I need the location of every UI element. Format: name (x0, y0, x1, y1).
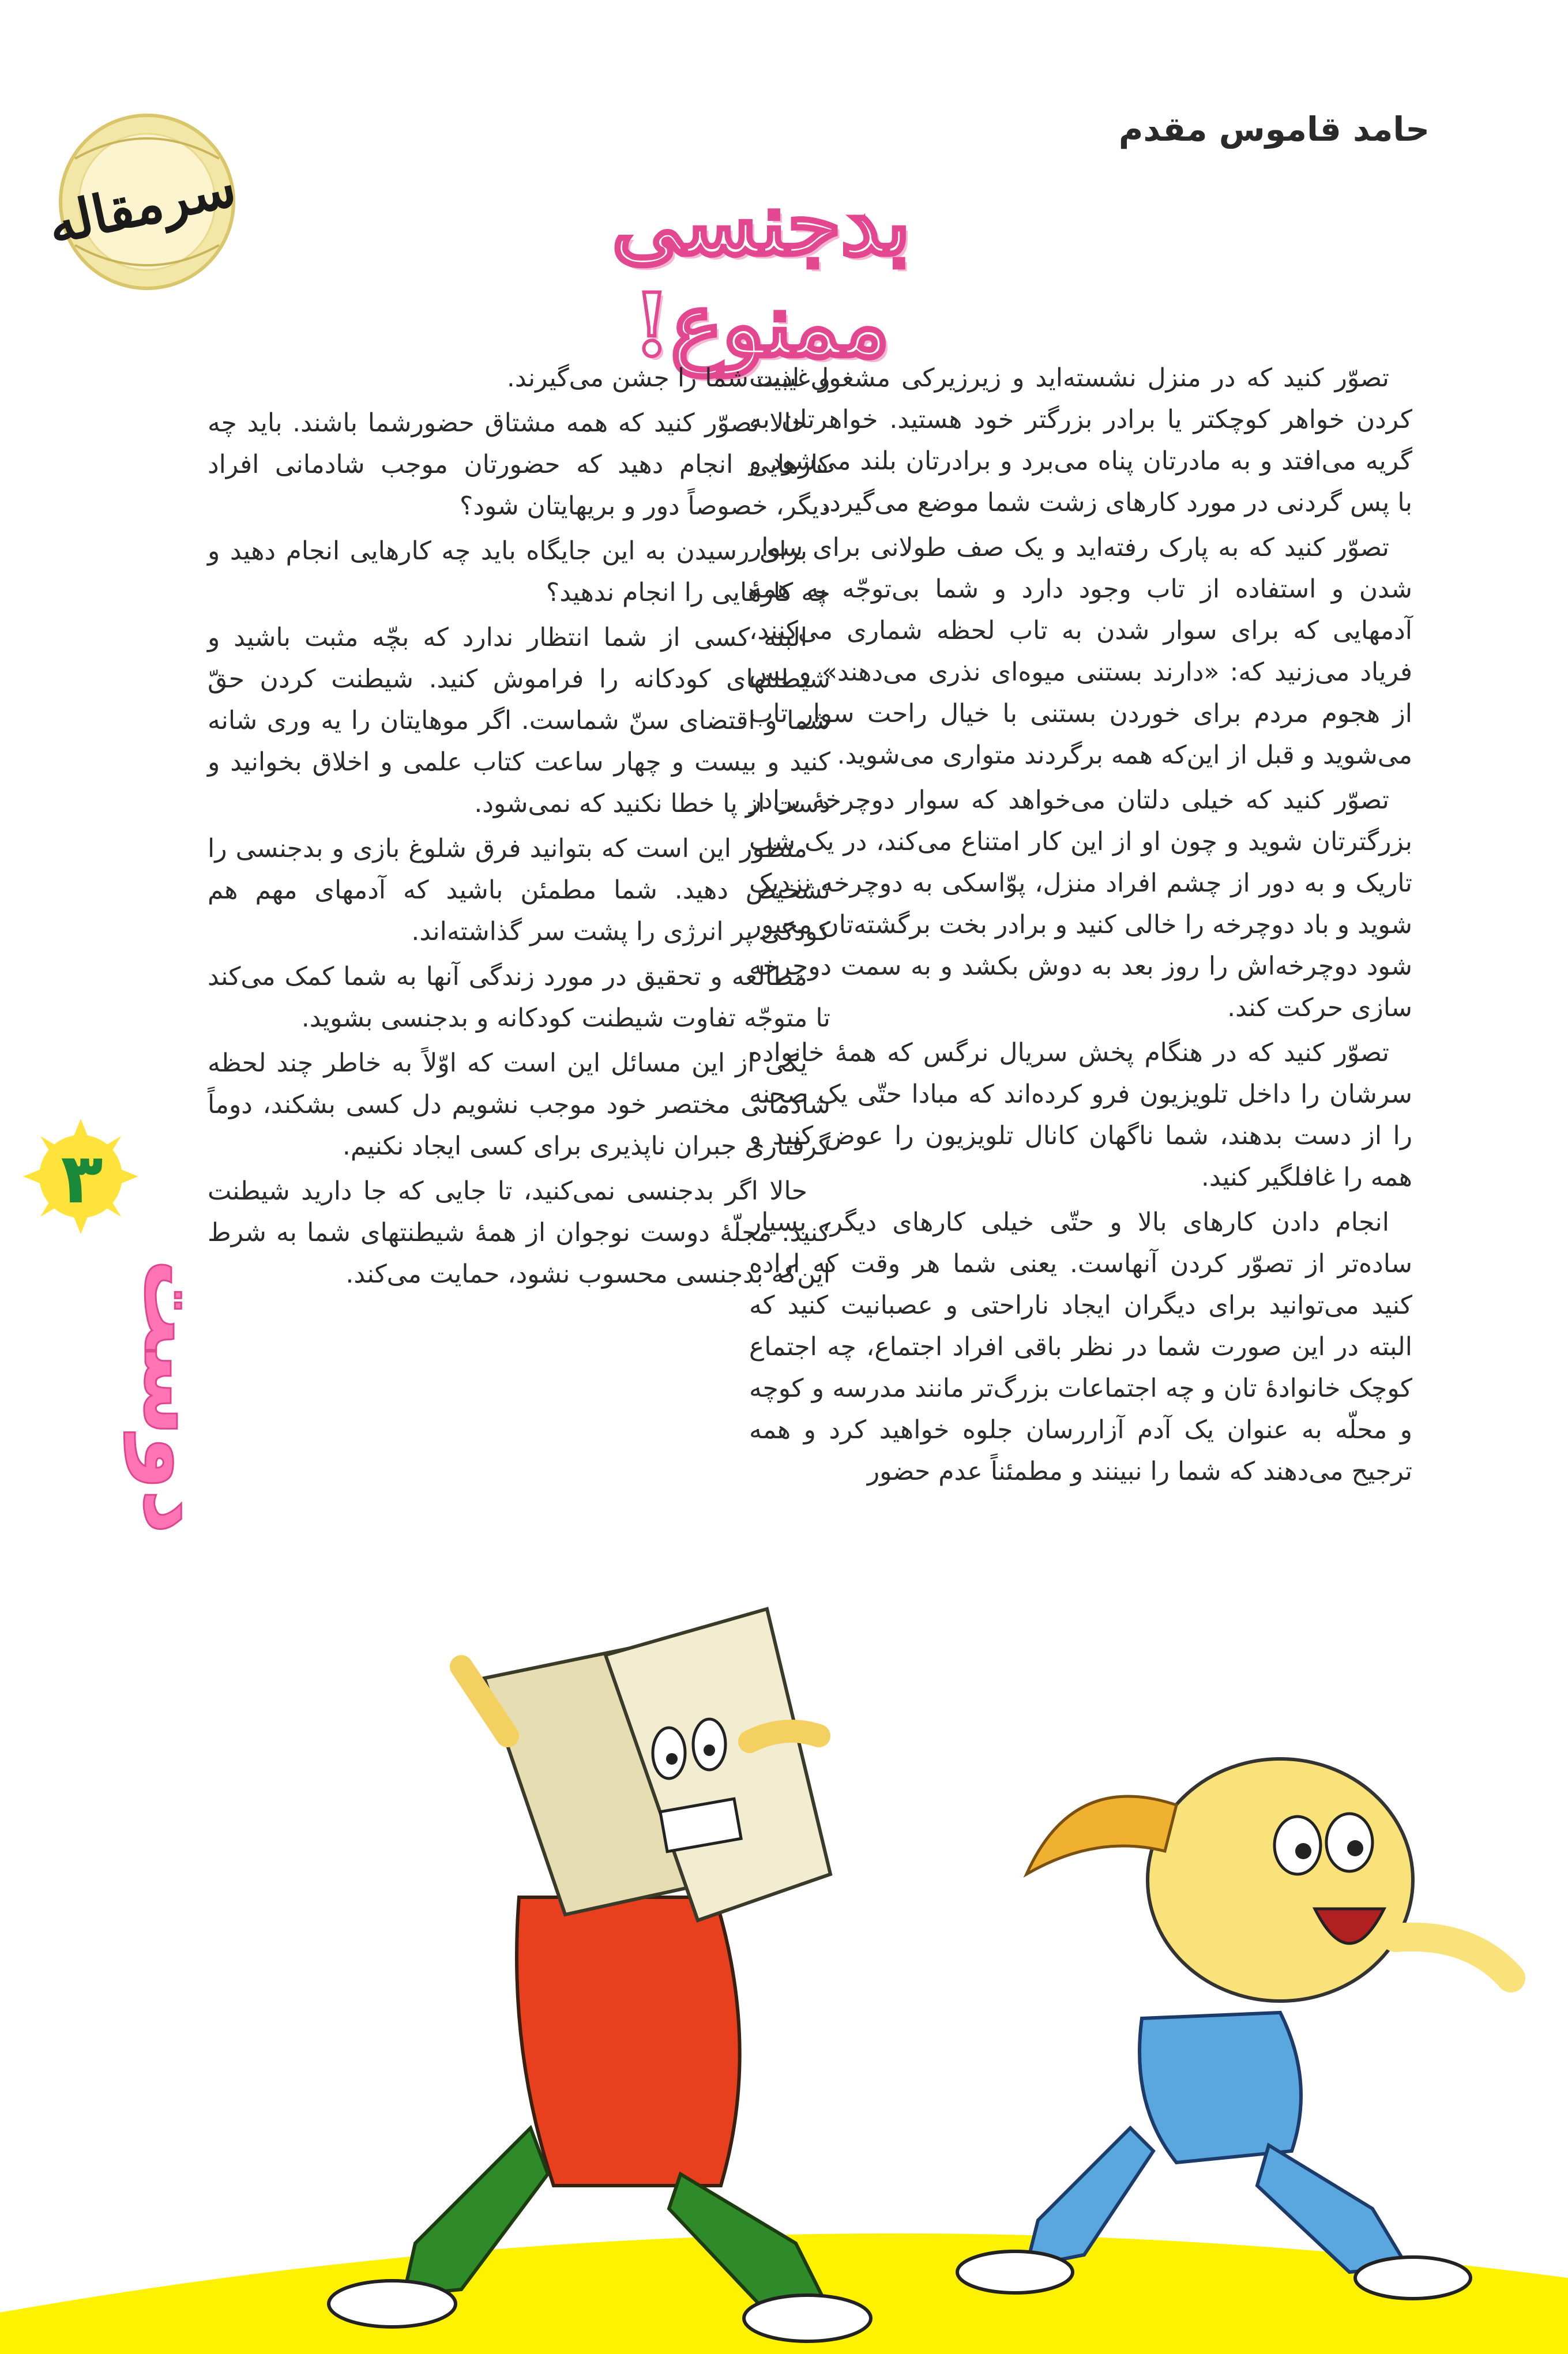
author-name: حامد قاموس مقدم (1118, 110, 1430, 149)
page-number: ۳ (61, 1139, 103, 1219)
paragraph: تصوّر کنید که خیلی دلتان می‌خواهد که سوار دوچرخهٔ برادر بزرگترتان شوید و چون او از این کار امتناع می‌کند، در یک شب تاریک و به دور از چشم افراد منزل، پوّاسکی به دوچرخه نزدیک شوید و باد دوچرخه را خالی کنید و برادر بخت برگشته‌تان مجبور شود دوچرخه‌اش را روز بعد به دوش بکشد و به سمت دوچرخه سازی حرکت کند. (749, 785, 1412, 1022)
paragraph: یکی از این مسائل این است که اوّلاً به خاطر چند لحظه شادمانی مختصر خود موجب نشویم دل کسی بشکند، دوماً گرفتاری جبران ناپذیری برای کسی ایجاد نکنیم. (208, 1048, 830, 1161)
magazine-logo: دوست (125, 1259, 225, 1534)
paragraph: حالا تصوّر کنید که همه مشتاق حضورشما باشند. باید چه کارهایی انجام دهید که حضورتان موجب شادمانی افراد دیگر، خصوصاً دور و بریهایتان شود؟ (208, 408, 830, 521)
paragraph: برای رسیدن به این جایگاه باید چه کارهایی انجام دهید و چه کارهایی را انجام ندهید؟ (208, 536, 830, 607)
paragraph: مطالعه و تحقیق در مورد زندگی آنها به شما کمک می‌کند تا متوجّه تفاوت شیطنت کودکانه و بدجنسی بشوید. (208, 962, 830, 1033)
bag-head-figure (329, 1609, 871, 2341)
paragraph: منظور این است که بتوانید فرق شلوغ بازی و بدجنسی را تشخیص دهید. شما مطمئن باشید که آدمهای مهم هم کودکی پر انرژی را پشت سر گذاشته‌اند. (208, 834, 830, 946)
paragraph: تصوّر کنید که در هنگام پخش سریال نرگس که همهٔ خانواده سرشان را داخل تلویزیون فرو کرده‌اند که مبادا حتّی یک صحنه را از دست بدهند، شما ناگهان کانال تلویزیون را عوض کنید و همه را غافلگیر کنید. (749, 1038, 1412, 1192)
running-girl-figure (957, 1759, 1511, 2299)
paragraph: حالا اگر بدجنسی نمی‌کنید، تا جایی که جا دارید شیطنت کنید. مجلّهٔ دوست نوجوان از همهٔ شیطنتهای شما به شرط این‌که بدجنسی محسوب نشود، حمایت می‌کند. (208, 1176, 830, 1289)
paragraph: و غیبت شما را جشن می‌گیرند. (506, 363, 830, 393)
cartoon-illustration (0, 1259, 1568, 2354)
article-title: بدجنسی ممنوع! (612, 173, 911, 376)
article-column-left (208, 358, 830, 1299)
paragraph: تصوّر کنید که در منزل نشسته‌اید و زیرزیرکی مشغول اذیت کردن خواهر کوچکتر یا برادر بزرگتر خود هستید. خواهرتان به گریه می‌افتد و به مادرتان پناه می‌برد و برادرتان بلند می‌شود و با پس گردنی در مورد کارهای زشت شما موضع می‌گیرد. (749, 363, 1412, 517)
paragraph: انجام دادن کارهای بالا و حتّی خیلی کارهای دیگر، بسیار ساده‌تر از تصوّر کردن آنهاست. یعنی شما هر وقت که اراده کنید می‌توانید برای دیگران ایجاد ناراحتی و عصبانیت کنید که البته در این صورت شما در نظر باقی افراد اجتماع، چه اجتماع کوچک خانوادهٔ تان و چه اجتماعات بزرگ‌تر مانند مدرسه و کوچه و محلّه به عنوان یک آدم آزاررسان جلوه خواهید کرد و همه ترجیح می‌دهند که شما را نبینند و مطمئناً عدم حضور (749, 1208, 1412, 1486)
paragraph: البته کسی از شما انتظار ندارد که بچّه مثبت باشید و شیطنتهای کودکانه را فراموش کنید. شیطنت کردن حقّ شما و اقتضای سنّ شماست. اگر موهایتان را یه وری شانه کنید و بیست و چهار ساعت کتاب علمی و اخلاق بخوانید و دست از پا خطا نکنید که نمی‌شود. (208, 623, 830, 818)
section-badge-label: سرمقاله (42, 155, 241, 257)
paragraph: تصوّر کنید که به پارک رفته‌اید و یک صف طولانی برای سوار شدن و استفاده از تاب وجود دارد و شما بی‌توجّه به همهٔ آدمهایی که برای سوار شدن به تاب لحظه شماری می‌کنند، فریاد می‌زنید که: «دارند بستنی میوه‌ای نذری می‌دهند» و پس از هجوم مردم برای خوردن بستنی با خیال راحت سوار تاب می‌شوید و قبل از این‌که همه برگردند متواری می‌شوید. (749, 533, 1412, 770)
